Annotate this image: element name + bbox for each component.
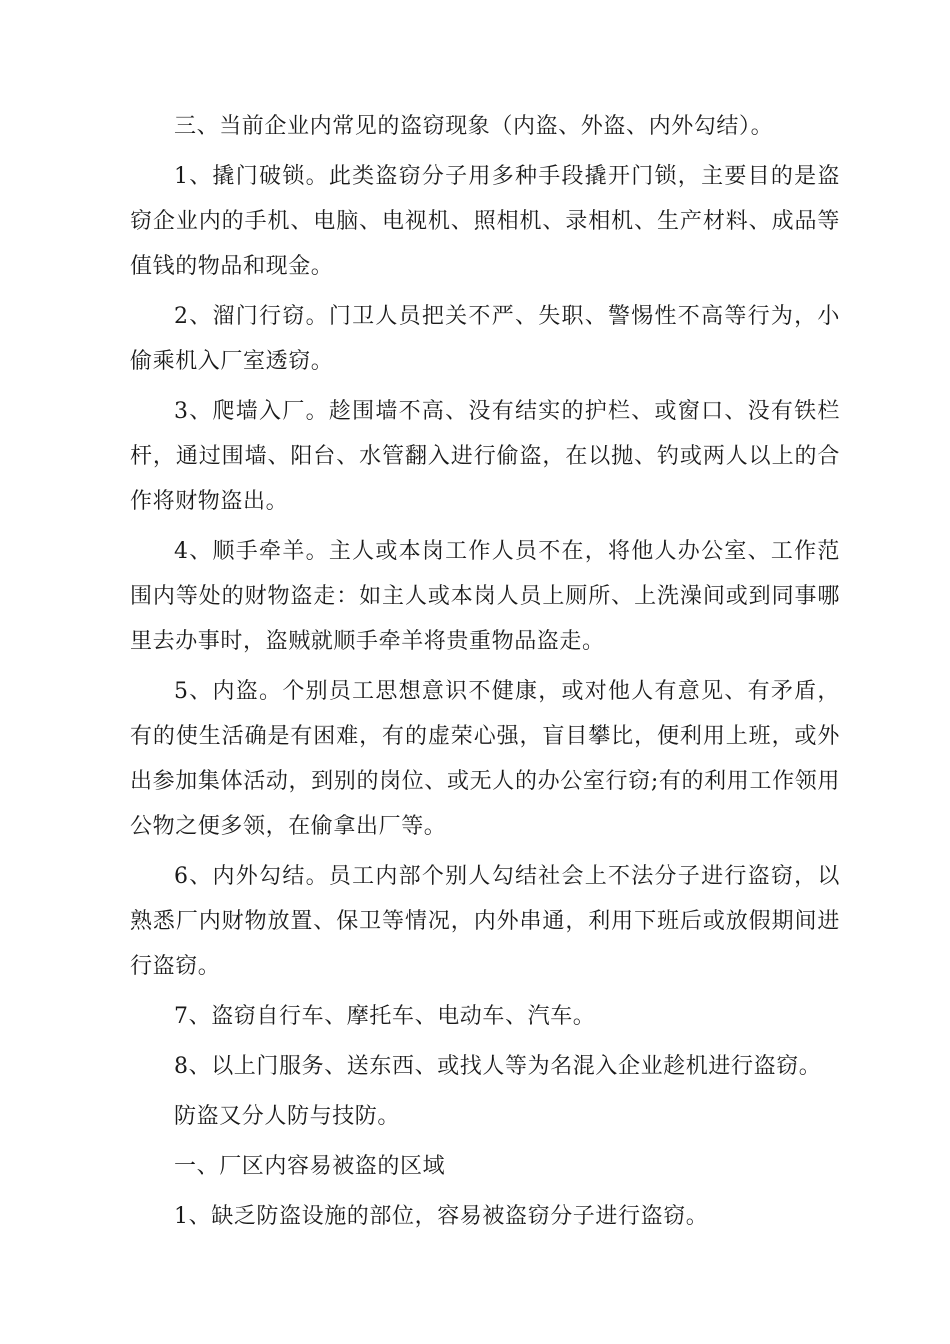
paragraph-item-6: 6、内外勾结。员工内部个别人勾结社会上不法分子进行盗窃，以熟悉厂内财物放置、保卫等情况，内外串通，利用下班后或放假期间进行盗窃。 (130, 864, 840, 979)
paragraph-item-8: 8、以上门服务、送东西、或找人等为名混入企业趁机进行盗窃。 (174, 1054, 822, 1079)
document-body (130, 104, 840, 1244)
paragraph-note: 防盗又分人防与技防。 (174, 1104, 401, 1129)
paragraph-item-4: 4、顺手牵羊。主人或本岗工作人员不在，将他人办公室、工作范围内等处的财物盗走：如主人或本岗人员上厕所、上洗澡间或到同事哪里去办事时，盗贼就顺手牵羊将贵重物品盗走。 (130, 539, 840, 654)
paragraph-item-7: 7、盗窃自行车、摩托车、电动车、汽车。 (174, 1004, 596, 1029)
paragraph-heading-1: 一、厂区内容易被盗的区域 (174, 1154, 446, 1179)
paragraph-heading-3: 三、当前企业内常见的盗窃现象（内盗、外盗、内外勾结）。 (174, 114, 774, 139)
paragraph-item-5: 5、内盗。个别员工思想意识不健康，或对他人有意见、有矛盾，有的使生活确是有困难，有的虚荣心强，盲目攀比，便利用上班，或外出参加集体活动，到别的岗位、或无人的办公室行窃;有的利用工作领用公物之便多领，在偷拿出厂等。 (130, 679, 840, 839)
paragraph-item-3: 3、爬墙入厂。趁围墙不高、没有结实的护栏、或窗口、没有铁栏杆，通过围墙、阳台、水管翻入进行偷盗，在以抛、钓或两人以上的合作将财物盗出。 (130, 399, 840, 514)
paragraph-item-1: 1、撬门破锁。此类盗窃分子用多种手段撬开门锁，主要目的是盗窃企业内的手机、电脑、电视机、照相机、录相机、生产材料、成品等值钱的物品和现金。 (130, 164, 840, 279)
paragraph-subitem-1: 1、缺乏防盗设施的部位，容易被盗窃分子进行盗窃。 (174, 1204, 709, 1229)
paragraph-item-2: 2、溜门行窃。门卫人员把关不严、失职、警惕性不高等行为，小偷乘机入厂室透窃。 (130, 304, 840, 374)
